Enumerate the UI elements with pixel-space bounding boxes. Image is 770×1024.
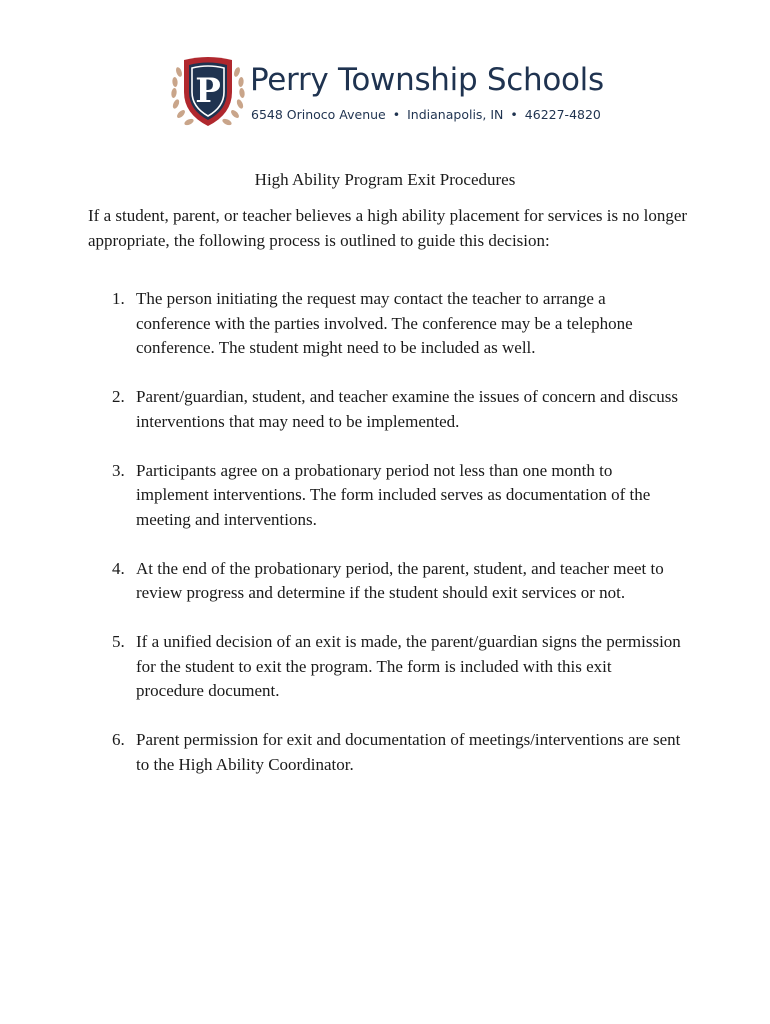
procedure-step <box>112 385 682 434</box>
procedure-step <box>112 287 682 361</box>
step-text: At the end of the probationary period, the parent, student, and teacher meet to review progress and determine if the student should exit services or not. <box>136 558 664 602</box>
address-separator: • <box>392 107 401 122</box>
address-city: Indianapolis, IN <box>407 107 504 122</box>
letterhead <box>170 52 610 132</box>
procedure-step <box>112 459 682 533</box>
procedure-steps-list <box>112 287 682 802</box>
step-number: 4. <box>112 558 125 578</box>
procedure-step <box>112 630 682 704</box>
org-name: Perry Township Schools <box>250 62 604 98</box>
org-address <box>251 107 601 123</box>
crest-letter: P <box>195 71 221 111</box>
step-text: Parent/guardian, student, and teacher examine the issues of concern and discuss interventions that may need to be implemented. <box>136 387 678 431</box>
step-number: 2. <box>112 387 125 406</box>
intro-paragraph: If a student, parent, or teacher believes a high ability placement for services is no longer appropriate, the following process is outlined to guide this decision: <box>88 206 688 250</box>
address-zip: 46227-4820 <box>524 107 601 122</box>
step-number: 6. <box>112 730 125 749</box>
step-text: If a unified decision of an exit is made, the parent/guardian signs the permission for the student to exit the program. The form is included with this exit procedure document. <box>136 632 681 700</box>
procedure-step <box>112 557 682 606</box>
step-number: 3. <box>112 460 125 480</box>
step-number: 5. <box>112 632 125 651</box>
school-crest-logo <box>170 52 246 132</box>
address-street: 6548 Orinoco Avenue <box>251 107 386 122</box>
step-number: 1. <box>112 289 125 308</box>
procedure-step <box>112 728 682 777</box>
step-text: Participants agree on a probationary period not less than one month to implement interventions. The form included serves as documentation of the meeting and interventions. <box>136 460 651 529</box>
step-text: The person initiating the request may contact the teacher to arrange a conference with the parties involved. The conference may be a telephone conference. The student might need to be included as well. <box>136 289 633 357</box>
document-title: High Ability Program Exit Procedures <box>254 170 516 189</box>
step-text: Parent permission for exit and documentation of meetings/interventions are sent to the High Ability Coordinator. <box>136 730 681 774</box>
address-separator: • <box>510 107 518 122</box>
